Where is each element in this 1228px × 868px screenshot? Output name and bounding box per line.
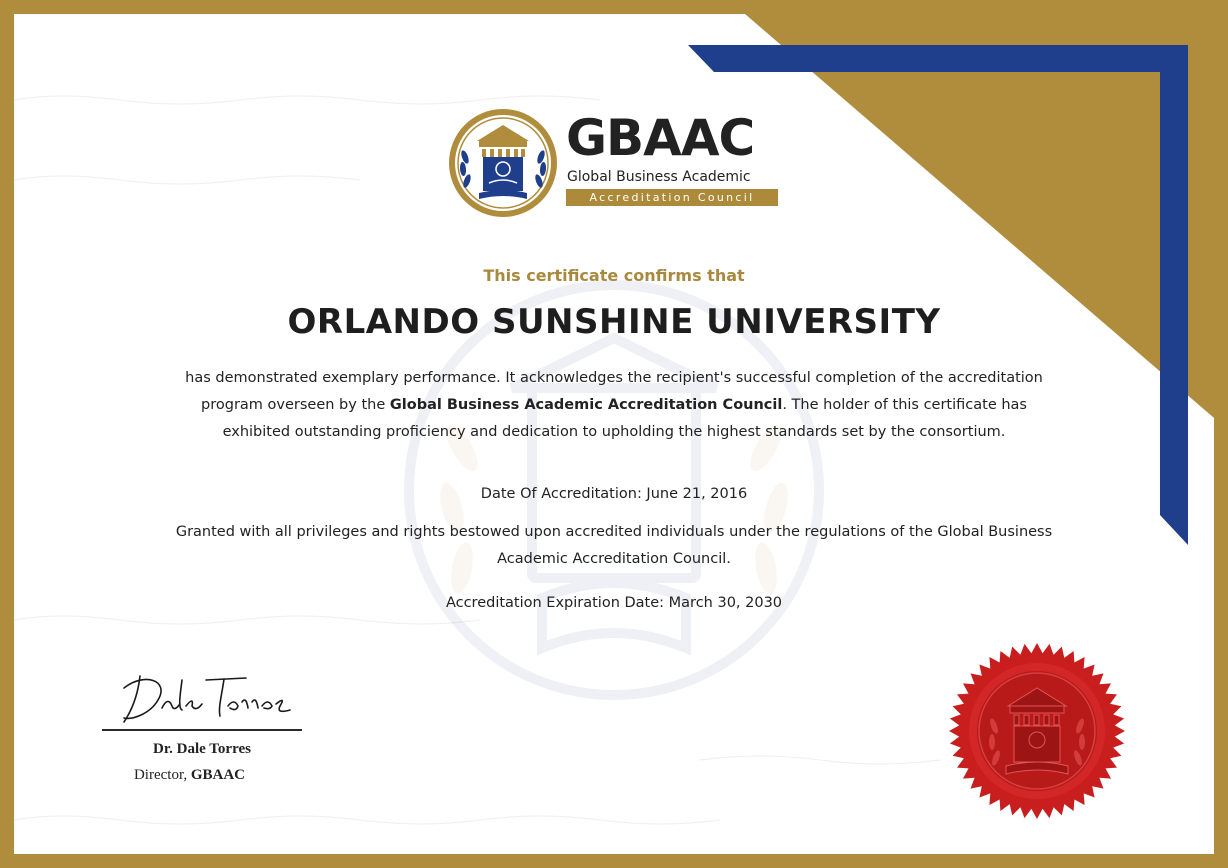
institution-name: ORLANDO SUNSHINE UNIVERSITY <box>287 302 941 342</box>
expiration-date: Accreditation Expiration Date: March 30, 2030 <box>445 595 783 611</box>
signer-org: GBAAC <box>190 767 246 783</box>
body-text-start: has demonstrated exemplary performance. It acknowledges the recipient's successful completion of the accreditation program overseen by the <box>185 370 1043 413</box>
council-name: Global Business Academic Accreditation Council <box>389 397 783 413</box>
signer-title <box>102 767 277 784</box>
signer-title-prefix: Director, <box>133 767 191 783</box>
signature-image <box>110 666 300 728</box>
logo-subtitle: Global Business Academic <box>567 169 751 185</box>
body-text-end: . The holder of this certificate has exhibited outstanding proficiency and dedication to upholding the highest standards set by the consortium. <box>222 397 1027 440</box>
certificate-intro: This certificate confirms that <box>483 266 745 285</box>
certificate-body <box>174 365 1054 446</box>
signature-line <box>102 729 302 731</box>
logo-name: GBAAC <box>566 109 755 167</box>
date-of-accreditation: Date Of Accreditation: June 21, 2016 <box>480 486 748 502</box>
emblem-icon <box>447 107 559 219</box>
signer-name: Dr. Dale Torres <box>153 741 251 757</box>
gbaac-logo <box>447 107 787 219</box>
logo-band: Accreditation Council <box>566 189 778 206</box>
wax-seal-icon <box>946 640 1128 822</box>
granted-statement: Granted with all privileges and rights bestowed upon accredited individuals under the regulations of the Global Business Academic Accreditation Council. <box>175 524 1053 567</box>
